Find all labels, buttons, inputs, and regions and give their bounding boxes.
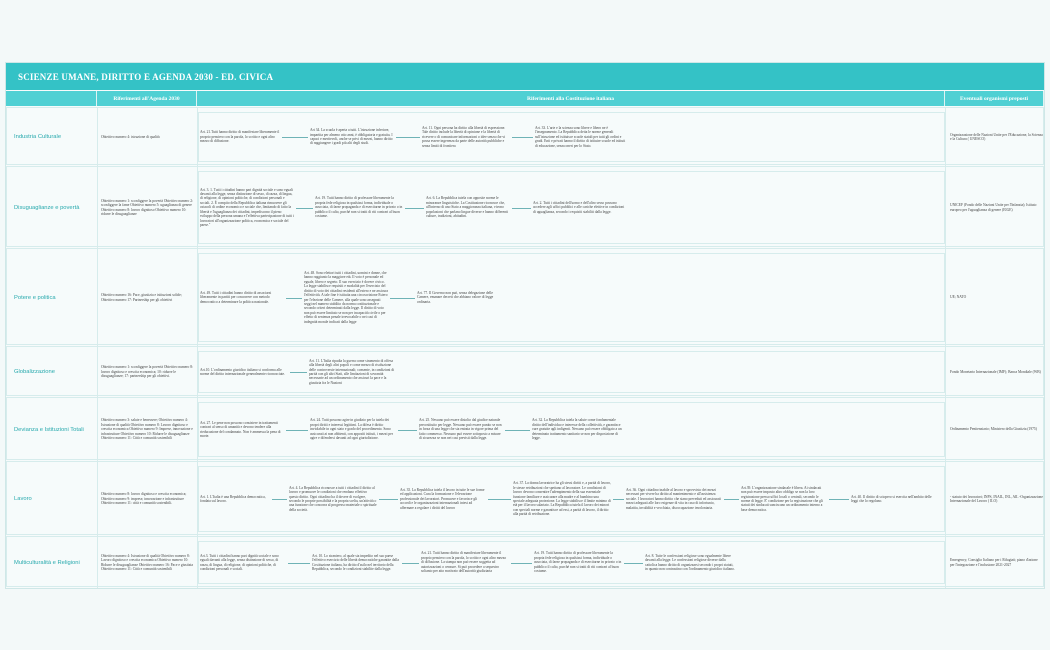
connector-line [390,298,415,299]
article-node [200,537,286,588]
row-organs: - statuto dei lavoratori; INPS, INAIL, INL, AIL -Organizzazione Internazionale del Lavoro ( ILO) [950,494,1043,503]
mind-map-board [5,62,1045,589]
connector-line [402,563,419,564]
article-text: Art. 25. Nessuno può essere distolto dal giudice naturale precostituito per legge. Nessuno può essere punito se non in forza di una legge che sia entrata in vigore prima del fatto commesso. Nessuno può essere sottoposto a misure di sicurezza se non nei casi previsti dalla legge. [419,418,502,441]
article-node [315,167,403,248]
article-node [200,249,284,346]
article-text: Art. 21. Tutti hanno diritto di manifestare liberamente il proprio pensiero con la parola, lo scritto e ogni altro mezzo di diffusione. La stampa non può essere soggetta ad autorizzazioni o censure. Si può procedere a sequestro soltanto per atto motivato dell'autorità giudiziaria [421,551,507,574]
article-text: Art.10. L'ordinamento giuridico italiano si conforma alle norme del diritto internazionale generalmente riconosciute. [200,367,286,376]
article-text: Art. 27. Le pene non possono consistere in trattamenti contrari al senso di umanità e devono tendere alla rieducazione del condannato. Non è ammessa la pena di morte. [200,420,281,438]
article-text: Art. 21.Tutti hanno diritto di manifestare liberamente il proprio pensiero con la parola, lo scritto e ogni altro mezzo di diffusione. [200,130,280,144]
connector-line [505,430,530,431]
article-text: Art. 36. Ogni cittadino inabile al lavoro e sprovvisto dei mezzi necessari per vivere ha diritto al mantenimento e all'assistenza sociale. I lavoratori hanno diritto che siano preveduti ed assicurati mezzi adeguati alle loro esigenze di vita in caso di infortunio, malattia, invalidità e vecchiaia, disoccupazione involontaria. [626,487,721,510]
article-text: Art. 77. Il Governo non può, senza delegazione delle Camere, emanare decreti che abbiano valore di legge ordinaria. [417,290,494,304]
row-organs: Organizzazione delle Nazioni Unite per l'Educazione, la Scienza e la Cultura ( UNESCO) [950,132,1043,141]
article-text: Art 34. La scuola è aperta a tutti. L'istruzione inferiore, impartita per almeno otto anni, è obbligatoria e gratuita. I capaci e meritevoli, anche se privi di mezzi, hanno diritto di raggiungere i gradi più alti degli studi. [310,128,393,146]
article-text: Art. 32. La Repubblica tutela la salute come fondamentale diritto dell'individuo e interesse della collettività, e garantisce cure gratuite agli indigenti. Nessuno può essere obbligato a un determinato trattamento sanitario se non per disposizione di legge. [532,418,622,441]
article-node [200,167,294,248]
header-costituzione: Riferimenti alla Costituzione italiana [197,91,945,106]
article-text: Art. 6. La Repubblica tutela con apposite norme le minoranze linguistiche. La Costituzione riconosce che, all'interno di uno Stato a maggioranza italiana, vivono popolazioni che parlano lingue diverse e hanno differenti culture, tradizioni, abitudini. [426,196,509,219]
connector-line [398,430,417,431]
row-organs: UNICEF (Fondo delle Nazioni Unite per l'Infanzia); Istituto europeo per l'uguaglianza di genere (EIGE) [950,203,1037,212]
table-row [6,536,1044,587]
row-theme: Industria Culturale [14,134,62,140]
connector-line [624,563,643,564]
article-node [513,462,611,536]
article-node [304,249,388,346]
row-theme: Potere e politica [14,294,56,301]
table-row [6,248,1044,345]
connector-line [290,372,307,373]
article-node [532,398,624,461]
column-divider [945,537,946,588]
article-node [419,398,503,461]
article-node [426,167,510,248]
connector-line [396,137,420,138]
article-text: Art. 3. 1. Tutti i cittadini hanno pari dignità sociale e sono eguali davanti alla legge, senza distinzione di sesso, di razza, di lingua, di religione, di opinioni politiche, di condizioni personali e sociali. 2. È compito della Repubblica italiana rimuovere gli ostacoli di ordine economico e sociale che, limitando di fatto la libertà e l'uguaglianza dei cittadini, impediscono il pieno sviluppo della persona umana e l'effettiva partecipazione di tutti i lavoratori all'organizzazione politica, economica e sociale del paese." [200,187,294,227]
connector-line [282,137,308,138]
article-node [851,462,935,536]
article-text: Art. 11. Ogni persona ha diritto alla libertà di espressione. Tale diritto include la libertà di opinione e la libertà di ricevere o di comunicare informazioni o idee senza che vi possa essere ingerenza da parte delle autorità pubbliche e senza limiti di frontiera [422,125,506,148]
connector-line [613,499,624,500]
connector-line [379,499,398,500]
connector-line [511,563,532,564]
column-divider [945,249,946,346]
article-text: Art. 33. L'arte e la scienza sono libere e libero ne è l'insegnamento. La Repubblica detta le norme generali sull'istruzione ed istituisce scuole statali per tutti gli ordini e gradi. Enti e privati hanno il diritto di istituire scuole ed istituti di educazione, senza oneri per lo Stato. [535,125,626,148]
row-goals: Obiettivo numero 8: lavoro dignitoso e crescita economica; Obiettivo numero 9: imprese, innovazione e infrastrutture Obiettivo numero 11: città e comunità sostenibili. [101,492,187,506]
connector-line [296,208,313,209]
article-node [200,398,284,461]
connector-line [724,499,739,500]
article-text: Art.3. Tutti i cittadini hanno pari dignità sociale e sono eguali davanti alla legge, senza distinzione di sesso, di razza, di lingua, di religione, di opinioni politiche, di condizioni personali e sociali. [200,553,279,571]
row-goals: Obiettivo numero 1: sconfiggere la povertà Obiettivo numero 2: sconfiggere la fame Obiettivo numero 5: uguaglianza di genere Obiettivo numero 8: lavoro dignitoso Obiettivo numero 10: ridurre le disuguaglianze [101,198,194,216]
row-organs: Ordinamento Penitenziario; Ministero della Giustizia (1975) [950,427,1037,432]
row-goals: Obiettivo numero 3: salute e benessere; Obiettivo numero 4: Istruzione di qualità Obiettivo numero 8: Lavoro dignitoso e crescita economica Obiettivo numero 9: Imprese, innovazione e infrastrutture Obiettivo numero 10: Ridurre le disuguaglianze Obiettivo numero 11: Città e comunità sostenibili [101,418,193,441]
article-text: Art. 2. Tutti i cittadini dell'uomo e dell'altro sesso possono accedere agli uffici pubblici e alle cariche elettive in condizioni di uguaglianza, secondo i requisiti stabiliti dalla legge. [533,200,625,214]
row-goals: Obiettivo numero 16: Pace, giustizia e istituzioni solide; Obiettivo numero 17: Partnership per gli obiettivi [101,293,182,302]
article-text: Art. 19. Tutti hanno diritto di professare liberamente la propria fede religiosa in qualsiasi forma, individuale o associata, di farne propaganda e di esercitarne in privato o in pubblico il culto, purché non si tratti di riti contrari al buon costume. [534,551,622,574]
article-text: Art. 48. Sono elettori tutti i cittadini, uomini e donne, che hanno raggiunto la maggiore età. Il voto è personale ed eguale, libero e segreto. Il suo esercizio è dovere civico. La legge stabilisce requisiti e modalità per l'esercizio del diritto di voto dei cittadini residenti all'estero e ne assicura l'effettività. A tale fine è istituita una circoscrizione Estero per l'elezione delle Camere, alla quale sono assegnati seggi nel numero stabilito da norma costituzionale e secondo criteri determinati dalla legge. Il diritto di voto non può essere limitato se non per incapacità civile o per effetto di sentenza penale irrevocabile o nei casi di indegnità morale indicati dalla legge [304,271,388,324]
header-agenda: Riferimenti all'Agenda 2030 [97,91,197,106]
article-node [421,537,509,588]
article-text: Art. 1. L'Italia è una Repubblica democratica, fondata sul lavoro. [200,494,266,503]
article-node [535,108,627,166]
article-node [310,108,394,166]
row-organs: UE; NATO [950,295,967,300]
row-theme: Multiculturalità e Religioni [14,559,80,566]
row-organs: Emergency; Consiglio Italiano per i Rifugiati; piano d'azione per l'integrazione e l'inclusione 2021-2027 [950,558,1038,567]
column-divider [945,108,946,166]
connector-line [288,563,310,564]
article-text: Art. 11. L'Italia ripudia la guerra come strumento di offesa alla libertà degli altri popoli e come mezzo di risoluzione delle controversie internazionali; consente, in condizioni di parità con gli altri Stati, alle limitazioni di sovranità necessarie ad un ordinamento che assicuri la pace e la giustizia fra le Nazioni [309,358,395,385]
connector-line [829,499,849,500]
article-node [310,398,396,461]
article-text: Art. 37. La donna lavoratrice ha gli stessi diritti e, a parità di lavoro, le stesse retribuzioni che spettano al lavoratore. Le condizioni di lavoro devono consentire l'adempimento della sua essenziale funzione familiare e assicurare alla madre e al bambino una speciale adeguata protezione. La legge stabilisce il limite minimo di età per il lavoro salariato. La Repubblica tutela il lavoro dei minori con speciali norme e garantisce ad essi, a parità di lavoro, il diritto alla parità di retribuzione. [513,481,611,517]
row-theme: Lavoro [14,496,32,502]
header-organi: Eventuali organismi preposti [945,91,1044,106]
table-row [6,346,1044,396]
article-node [200,347,288,397]
row-goals: Obiettivo numero 4: Istruzione di qualità Obiettivo numero 8: Lavoro dignitoso e crescita economica Obiettivo numero 10: Ridurre le disuguaglianze Obiettivo numero 16: Pace e giustizia Obiettivo numero 11: Città e comunità sostenibili [101,553,194,571]
table-row [6,461,1044,535]
connector-line [286,430,308,431]
table-row [6,107,1044,165]
article-node [422,108,510,166]
column-divider [945,398,946,461]
article-text: Art. 19. Tutti hanno diritto di professare liberamente la propria fede religiosa in qualsiasi forma, individuale o associata, di farne propaganda e di esercitarne in privato o in pubblico il culto, purché non si tratti di riti contrari al buon costume. [315,196,403,219]
article-text: Art. 10. Lo straniero, al quale sia impedito nel suo paese l'effettivo esercizio delle libertà democratiche garantite dalla Costituzione italiana, ha diritto d'asilo nel territorio della Repubblica, secondo le condizioni stabilite dalla legge. [312,553,399,571]
row-goals: Obiettivo numero 4: istruzione di qualità [101,134,160,139]
connector-line [512,137,533,138]
page-title: SCIENZE UMANE, DIRITTO E AGENDA 2030 - ED. CIVICA [6,63,1044,90]
article-text: Art. 8. Tutte le confessioni religiose sono egualmente libere davanti alla legge. Le confessioni religiose diverse dalla cattolica hanno diritto di organizzarsi secondo i propri statuti, in quanto non contrastino con l'ordinamento giuridico italiano. [645,553,735,571]
article-node [741,462,827,536]
article-node [534,537,622,588]
article-text: Art. 40. Il diritto di sciopero si esercita nell'ambito delle leggi che lo regolano. [851,494,932,503]
article-text: Art.39. L'organizzazione sindacale è libera. Ai sindacati non può essere imposto altro obbligo se non la loro registrazione presso uffici locali o centrali, secondo le norme di legge. E' condizione per la registrazione che gli statuti dei sindacati sanciscano un ordinamento interno a base democratica. [741,485,823,512]
column-divider [945,167,946,248]
article-node [533,167,627,248]
article-node [289,462,377,536]
row-theme: Devianza e Istituzioni Totali [14,426,84,433]
row-theme: Disuguaglianze e povertà [14,204,80,211]
article-node [200,108,280,166]
row-organs: Fondo Monetario Internazionale (IMF); Banca Mondiale (WB) [950,369,1041,374]
row-goals: Obiettivo numero 1: sconfiggere la povertà Obiettivo numero 8: lavoro dignitoso e crescita economica; 10: ridurre le disuguaglianze; 17: partnership per gli obiettivi. [101,365,194,379]
article-node [417,249,503,346]
article-text: Art. 4. La Repubblica riconosce a tutti i cittadini il diritto al lavoro e promuove le condizioni che rendano effettivo questo diritto. Ogni cittadino ha il dovere di svolgere, secondo le proprie possibilità e la propria scelta, un'attività o una funzione che concorra al progresso materiale o spirituale della società. [289,485,377,512]
article-node [200,462,270,536]
article-node [309,347,395,397]
row-theme: Globalizzazione [14,369,55,375]
article-text: Art. 35. La Repubblica tutela il lavoro in tutte le sue forme ed applicazioni. Cura la formazione e l'elevazione professionale dei lavoratori. Promuove e favorisce gli accordi e le organizzazioni internazionali intesi ad affermare a regolare i diritti del lavoro [400,487,485,510]
connector-line [272,499,287,500]
connector-line [405,208,424,209]
header-blank [6,91,97,106]
article-node [400,462,486,536]
article-text: Art. 49. Tutti i cittadini hanno diritto di associarsi liberamente in partiti per concorrere con metodo democratico a determinare la politica nazionale. [200,290,272,304]
article-node [626,462,722,536]
column-divider [945,347,946,397]
table-row [6,166,1044,247]
connector-line [512,208,531,209]
connector-line [488,499,511,500]
column-divider [945,462,946,536]
article-node [645,537,737,588]
connector-line [286,298,302,299]
article-node [312,537,400,588]
table-row [6,397,1044,460]
article-text: Art. 24. Tutti possono agire in giudizio per la tutela dei propri diritti e interessi legittimi. La difesa è diritto inviolabile in ogni stato e grado del procedimento. Sono assicurati ai non abbienti, con appositi istituti, i mezzi per agire e difendersi davanti ad ogni giurisdizione. [310,418,393,441]
